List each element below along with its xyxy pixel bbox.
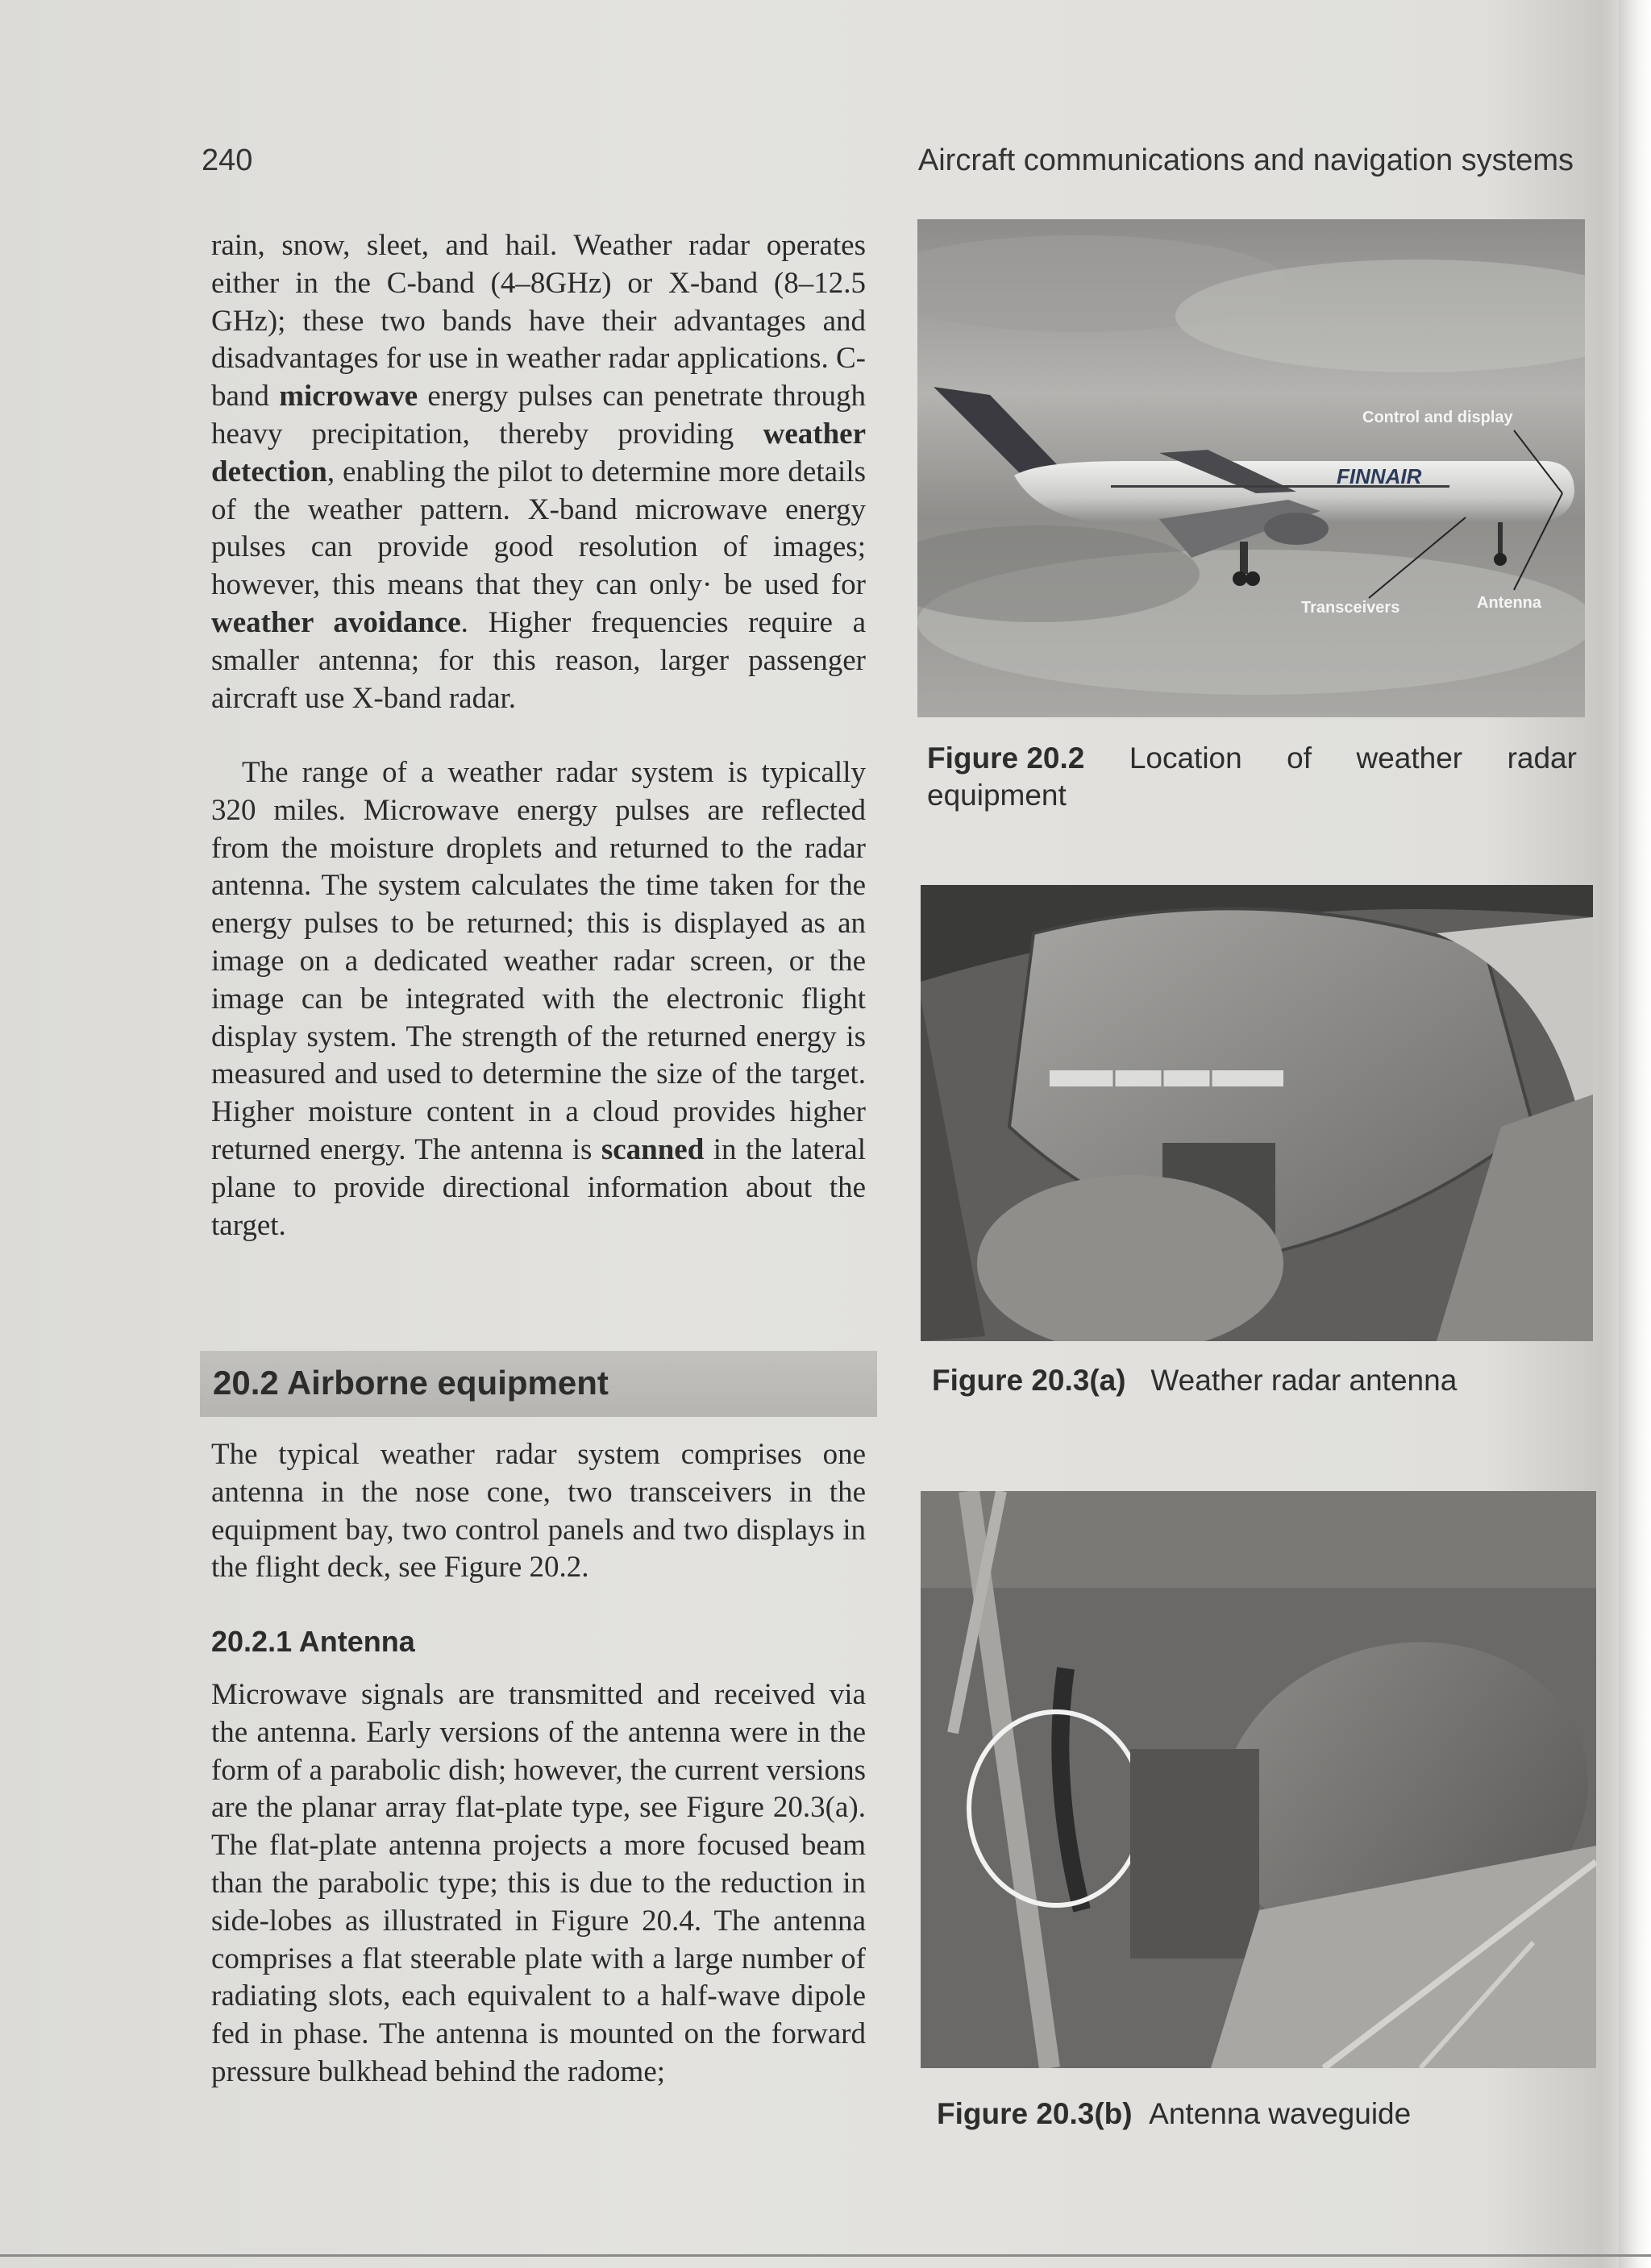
figure-aircraft-photo — [917, 219, 1585, 717]
figure-antenna-photo — [921, 885, 1593, 1341]
figure-caption-20-2: Figure 20.2 Location of weather radar equipment — [927, 741, 1577, 812]
antenna-illustration — [921, 885, 1593, 1341]
aircraft-illustration — [917, 219, 1585, 717]
section-heading-bar — [200, 1351, 877, 1417]
label-transceivers: Transceivers — [1301, 599, 1400, 617]
figure-caption-20-3b: Figure 20.3(b) Antenna waveguide — [937, 2097, 1412, 2130]
paragraph-bands: rain, snow, sleet, and hail. Weather radar operates either in the C-band (4–8GHz) or X-band (8–12.5 GHz); these two bands have their advantages and disadvantages for use in weather radar applications. C-band microwave energy pulses can penetrate through heavy precipitation, thereby providing weather detection, enabling the pilot to determine more details of the weather pattern. X-band microwave energy pulses can provide good resolution of images; however, this means that they can only· be used for weather avoidance. Higher frequencies require a smaller antenna; for this reason, larger passenger aircraft use X-band radar. — [211, 229, 867, 715]
paragraph-range: The range of a weather radar system is typically 320 miles. Microwave energy pulses are reflected from the moisture droplets and returned to the radar antenna. The system calculates the time taken for the energy pulses to be returned; this is displayed as an image on a dedicated weather radar screen, or the image can be integrated with the electronic flight display system. The strength of the returned energy is measured and used to determine the size of the target. Higher moisture content in a cloud provides higher returned energy. The antenna is scanned in the lateral plane to provide directional information about the target. — [211, 756, 866, 1242]
running-header: Aircraft communications and navigation systems — [917, 143, 1574, 177]
page-bottom-rule — [0, 2254, 1651, 2257]
figure-waveguide-photo — [921, 1491, 1596, 2068]
waveguide-illustration — [921, 1491, 1596, 2068]
label-antenna: Antenna — [1477, 594, 1541, 612]
section-title: 20.2 Airborne equipment — [213, 1364, 609, 1402]
label-control-display: Control and display — [1362, 409, 1513, 426]
figure-caption-20-3a: Figure 20.3(a) Weather radar antenna — [932, 1364, 1458, 1397]
subsection-title: 20.2.1 Antenna — [211, 1625, 415, 1658]
paragraph-system: The typical weather radar system comprises one antenna in the nose cone, two transceivers in the equipment bay, two control panels and two displays in the flight deck, see Figure 20.2. — [211, 1438, 866, 1585]
paragraph-antenna: Microwave signals are transmitted and received via the antenna. Early versions of the antenna were in the form of a parabolic dish; however, the current versions are the planar array flat-plate type, see Figure 20.3(a). The flat-plate antenna projects a more focused beam than the parabolic type; this is due to the reduction in side-lobes as illustrated in Figure 20.4. The antenna comprises a flat steerable plate with a large number of radiating slots, each equivalent to a half-wave dipole fed in phase. The antenna is mounted on the forward pressure bulkhead behind the radome; — [211, 1678, 866, 2088]
airline-lettering: FINNAIR — [1337, 464, 1422, 488]
page-edge — [1619, 0, 1651, 2268]
page-number: 240 — [202, 143, 253, 177]
